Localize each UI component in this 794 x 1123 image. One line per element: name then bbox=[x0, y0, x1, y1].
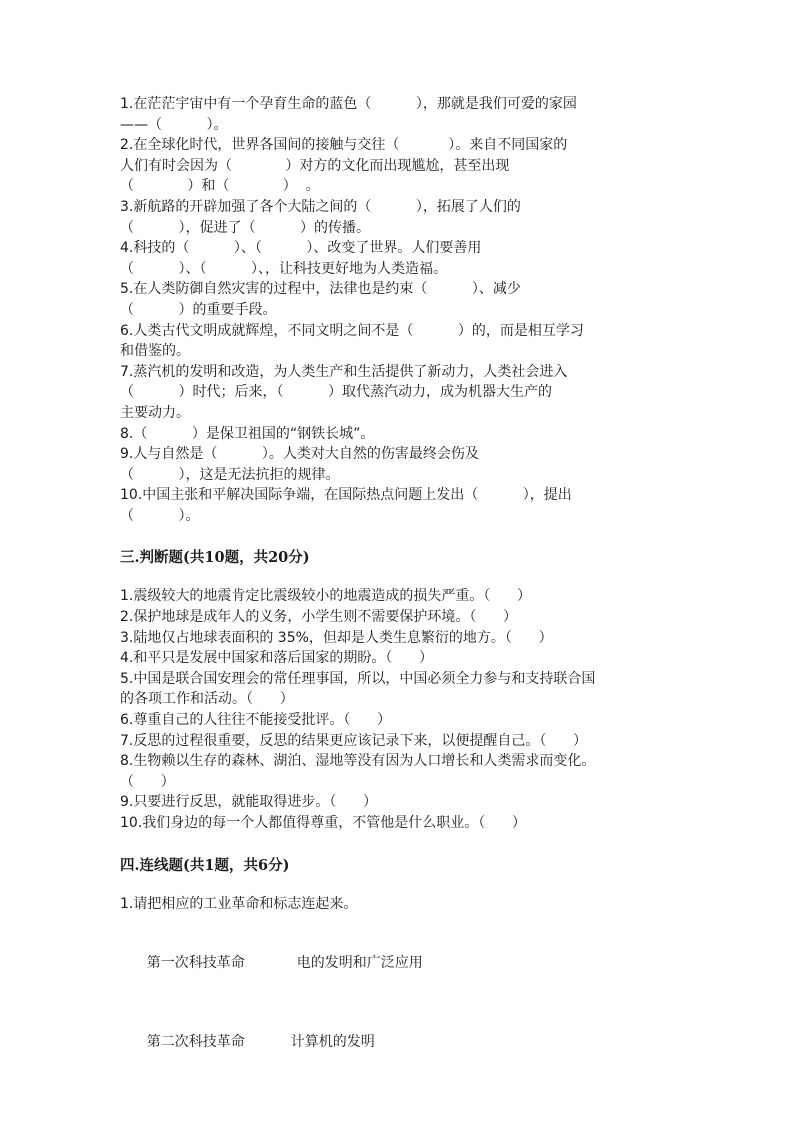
section-heading: 三.判断题(共10题，共20分) bbox=[120, 549, 310, 567]
matching-right-item: 电的发明和广泛应用 bbox=[296, 955, 423, 972]
text-line: 8.（ ）是保卫祖国的“钢铁长城”。 bbox=[120, 425, 375, 442]
question-line: 1.震级较大的地震肯定比震级较小的地震造成的损失严重。（ ） bbox=[120, 588, 532, 605]
text-line: （ ）。 bbox=[120, 507, 200, 524]
text-line: 10.中国主张和平解决国际争端，在国际热点问题上发出（ ），提出 bbox=[120, 487, 572, 504]
text-line: 主要动力。 bbox=[120, 404, 190, 421]
text-line: 1.在茫茫宇宙中有一个孕育生命的蓝色（ ），那就是我们可爱的家园 bbox=[120, 96, 577, 112]
text-line: ——（ ）。 bbox=[120, 116, 228, 133]
text-line: 2.在全球化时代，世界各国间的接触与交往（ ）。来自不同国家的 bbox=[120, 137, 568, 154]
text-line: 3.新航路的开辟加强了各个大陆之间的（ ），拓展了人们的 bbox=[120, 198, 521, 215]
fill-blank-section bbox=[120, 94, 680, 526]
matching-section bbox=[120, 856, 680, 1073]
text-line: 4.科技的（ ）、（ ）、改变了世界。人们要善用 bbox=[120, 240, 482, 257]
true-false-section bbox=[120, 548, 680, 833]
section-heading: 四.连线题(共1题，共6分) bbox=[120, 856, 290, 874]
question-line: 5.中国是联合国安理会的常任理事国，所以，中国必须全力参与和支持联合国 bbox=[120, 670, 596, 687]
question-line: 6.尊重自己的人往往不能接受批评。（ ） bbox=[120, 712, 392, 729]
text-line: 5.在人类防御自然灾害的过程中，法律也是约束（ ）、减少 bbox=[120, 281, 521, 298]
text-line: （ ），促进了（ ）的传播。 bbox=[120, 219, 371, 236]
matching-row bbox=[120, 1012, 680, 1072]
question-line: 7.反思的过程很重要，反思的结果更应该记录下来，以便提醒自己。（ ） bbox=[120, 732, 588, 749]
text-line: 9.人与自然是（ ）。人类对大自然的伤害最终会伤及 bbox=[120, 446, 479, 463]
text-line: 和借鉴的。 bbox=[120, 343, 190, 360]
text-line: 6.人类古代文明成就辉煌，不同文明之间不是（ ）的，而是相互学习 bbox=[120, 322, 584, 339]
text-line: （ ）和（ ） 。 bbox=[120, 178, 320, 195]
matching-right-item: 计算机的发明 bbox=[290, 1034, 375, 1051]
matching-instruction: 1.请把相应的工业革命和标志连起来。 bbox=[120, 895, 358, 912]
question-line: 3.陆地仅占地球表面积的 35%，但却是人类生息繁衍的地方。（ ） bbox=[120, 629, 553, 646]
text-line: 人们有时会因为（ ）对方的文化而出现尴尬，甚至出现 bbox=[120, 157, 510, 174]
text-line: （ ）时代；后来，（ ）取代蒸汽动力，成为机器大生产的 bbox=[120, 384, 553, 401]
question-line: （ ） bbox=[120, 773, 175, 790]
text-line: （ ）的重要手段。 bbox=[120, 301, 277, 318]
question-line: 的各项工作和活动。（ ） bbox=[120, 691, 294, 708]
matching-left-item: 第一次科技革命 bbox=[146, 955, 245, 972]
matching-left-item: 第二次科技革命 bbox=[146, 1034, 245, 1051]
question-line: 4.和平只是发展中国家和落后国家的期盼。（ ） bbox=[120, 650, 434, 667]
text-line: （ ），这是无法抗拒的规律。 bbox=[120, 466, 340, 483]
text-line: 7.蒸汽机的发明和改造，为人类生产和生活提供了新动力，人类社会进入 bbox=[120, 363, 568, 380]
question-line: 10.我们身边的每一个人都值得尊重，不管他是什么职业。（ ） bbox=[120, 815, 526, 831]
question-line: 2.保护地球是成年人的义务，小学生则不需要保护环境。（ ） bbox=[120, 609, 518, 626]
text-line: （ ）、（ ）、，让科技更好地为人类造福。 bbox=[120, 260, 448, 277]
question-line: 9.只要进行反思，就能取得进步。（ ） bbox=[120, 794, 378, 811]
question-line: 8.生物赖以生存的森林、湖泊、湿地等没有因为人口增长和人类需求而变化。 bbox=[120, 753, 596, 770]
matching-row bbox=[120, 933, 680, 993]
worksheet-page bbox=[120, 94, 680, 1072]
